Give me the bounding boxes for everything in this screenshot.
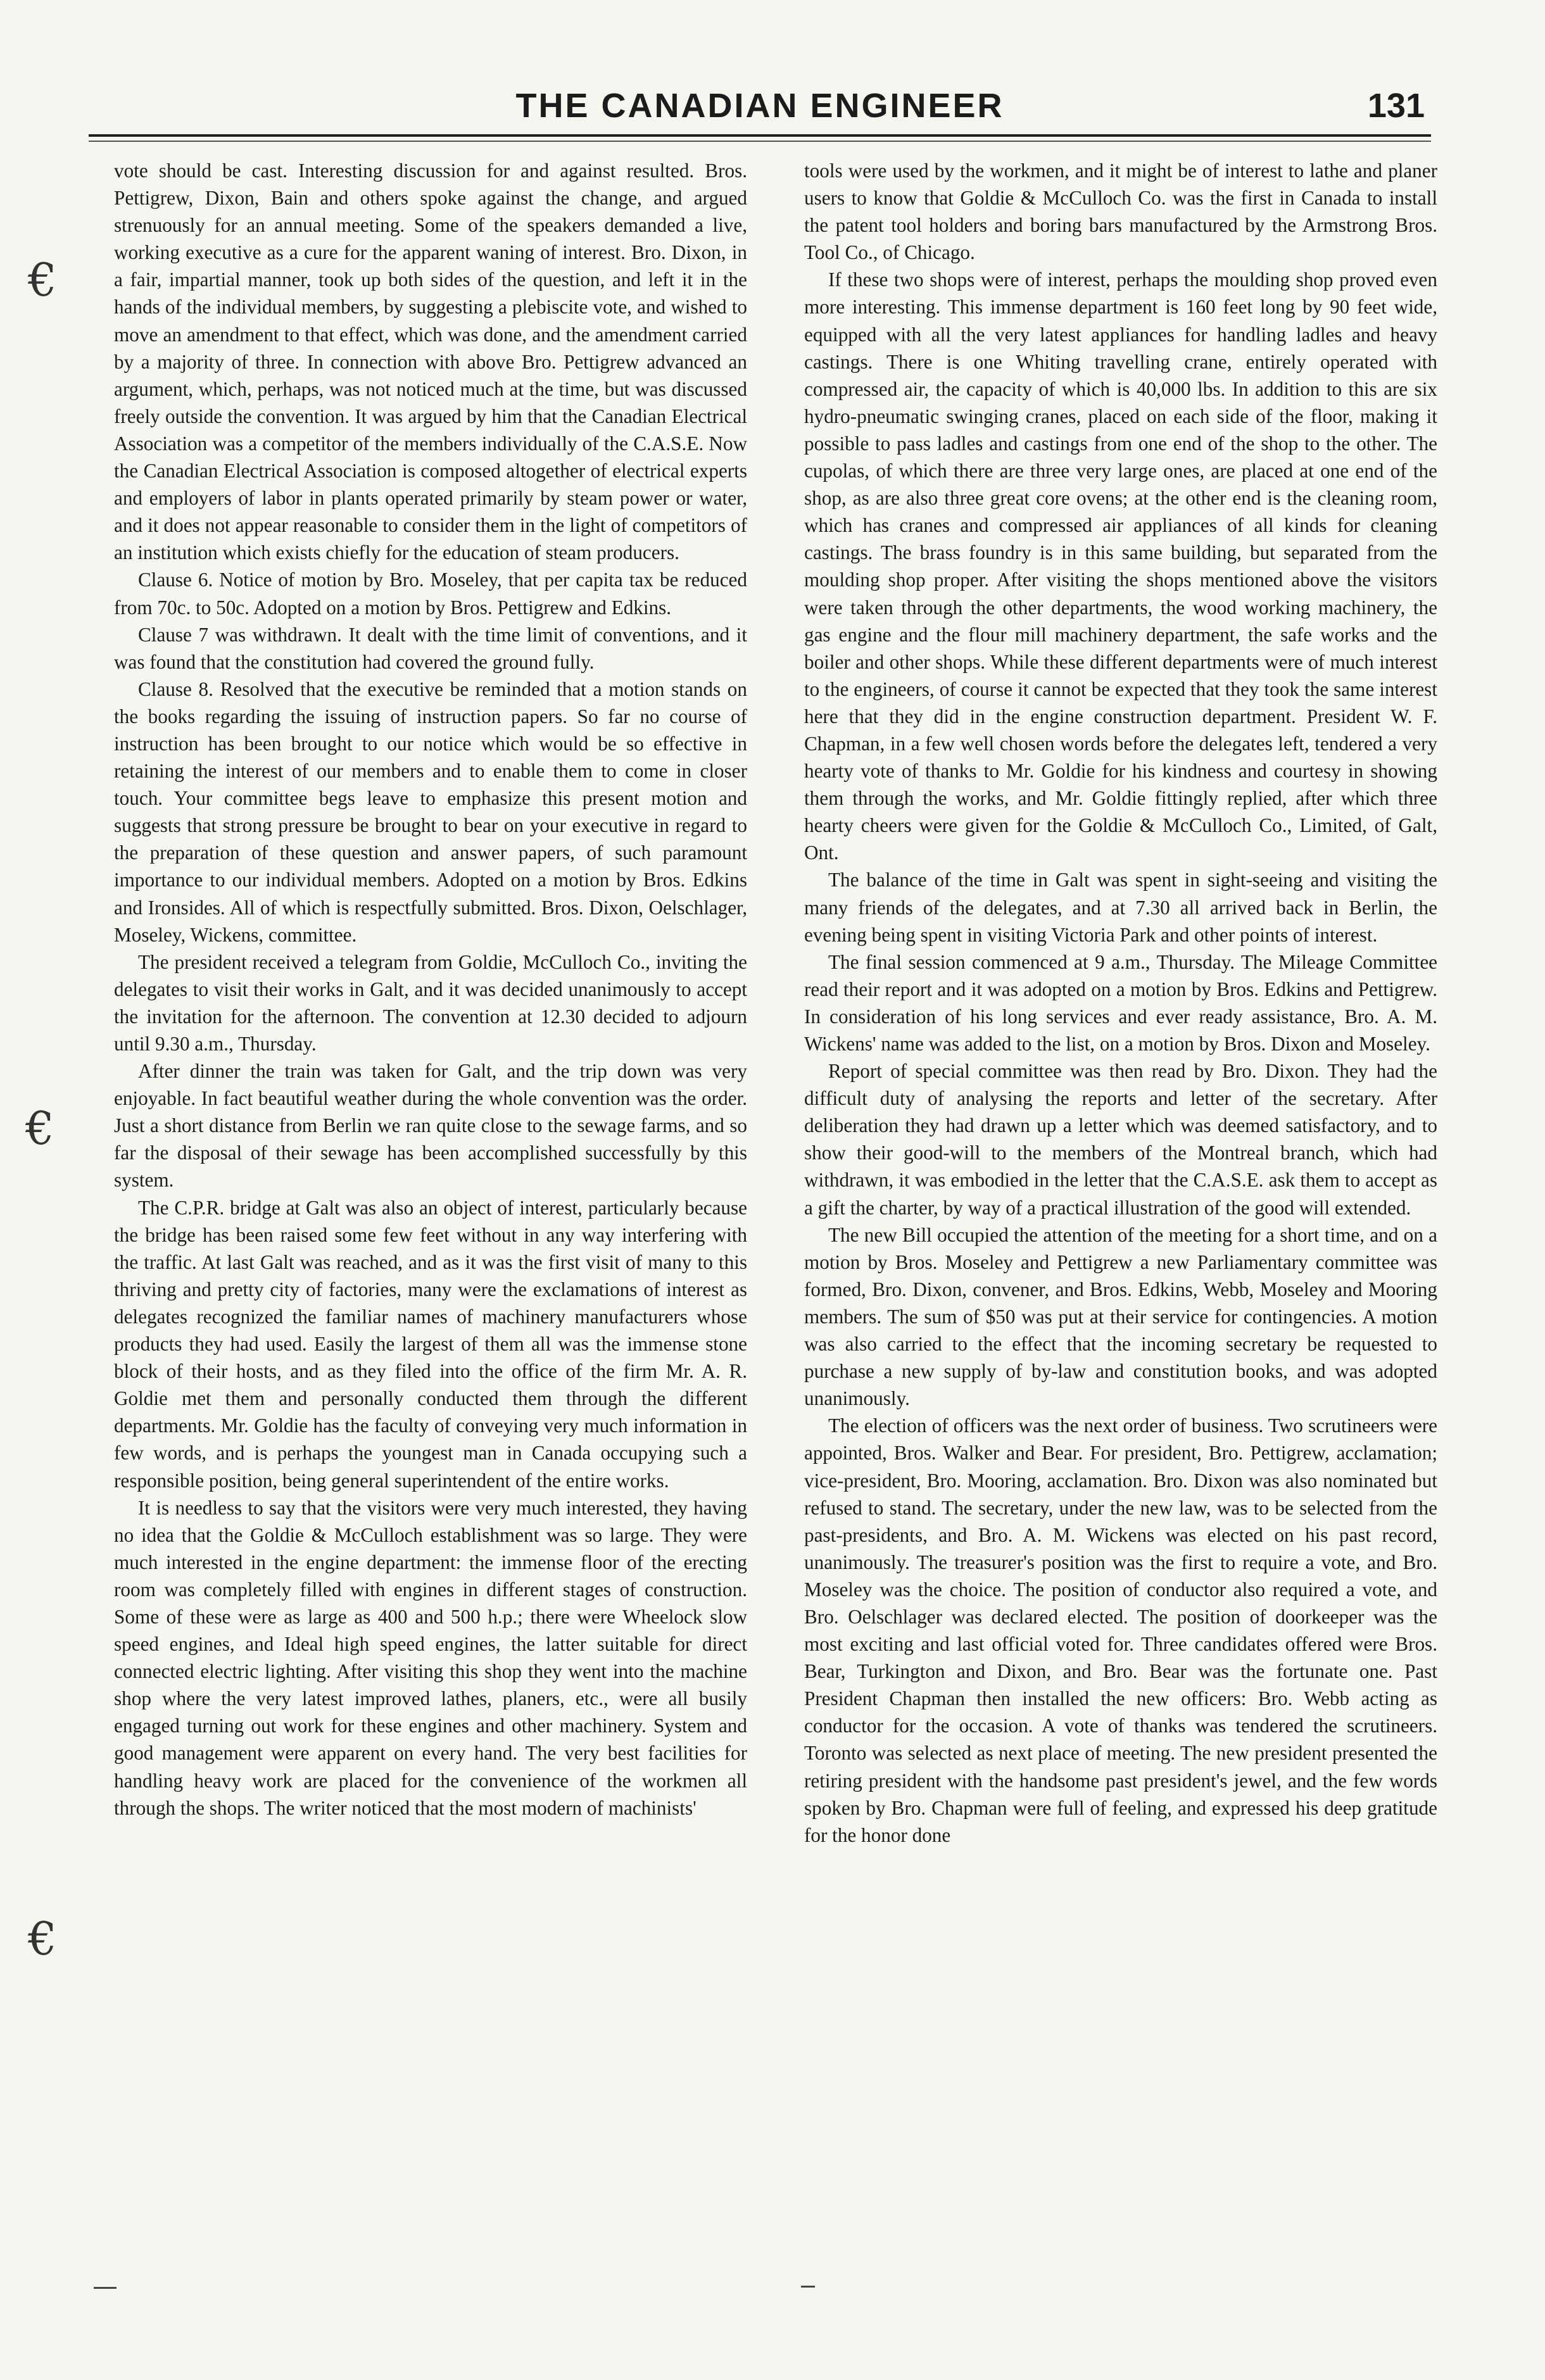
- paragraph: If these two shops were of interest, perhaps the moulding shop proved even more interesting. This immense department is 160 feet long by 90 feet wide, equipped with all the very latest appliances for handling ladles and heavy castings. There is one Whiting travelling crane, entirely operated with compressed air, the capacity of which is 40,000 lbs. In addition to this are six hydro-pneumatic swinging cranes, placed on each side of the floor, making it possible to pass ladles and castings from one end of the shop to the other. The cupolas, of which there are three very large ones, are placed at one end of the shop, as are also three great core ovens; at the other end is the cleaning room, which has cranes and compressed air appliances of all kinds for cleaning castings. The brass foundry is in this same building, but separated from the moulding shop proper. After visiting the shops mentioned above the visitors were taken through the other departments, the wood working machinery, the gas engine and the flour mill machinery department, the safe works and the boiler and other shops. While these different departments were of much interest to the engineers, of course it cannot be expected that they took the same interest here that they did in the engine construction department. President W. F. Chapman, in a few well chosen words before the delegates left, tendered a very hearty vote of thanks to Mr. Goldie for his kindness and courtesy in showing them through the works, and Mr. Goldie fittingly replied, after which three hearty cheers were given for the Goldie & McCulloch Co., Limited, of Galt, Ont.: [804, 268, 1437, 864]
- binding-mark: €: [28, 253, 57, 306]
- paragraph: Clause 8. Resolved that the executive be reminded that a motion stands on the books regarding the issuing of instruction papers. So far no course of instruction has been brought to our notice which would be so effective in retaining the interest of our members and to enable them to come in closer touch. Your committee begs leave to emphasize this present motion and suggests that strong pressure be brought to bear on your executive in regard to the preparation of these question and answer papers, of such paramount importance to our individual members. Adopted on a motion by Bros. Edkins and Ironsides. All of which is respectfully submitted. Bros. Dixon, Oelschlager, Moseley, Wickens, committee.: [114, 677, 747, 946]
- paragraph: vote should be cast. Interesting discussion for and against resulted. Bros. Pettigrew, Dixon, Bain and others spoke against the change, and argued strenuously for an annual meeting. Some of the speakers demanded a live, working executive as a cure for the apparent waning of interest. Bro. Dixon, in a fair, impartial manner, took up both sides of the question, and left it in the hands of the individual members, by suggesting a plebiscite vote, and wished to move an amendment to that effect, which was done, and the amendment carried by a majority of three. In connection with above Bro. Pettigrew advanced an argument, which, perhaps, was not noticed much at the time, but was discussed freely outside the convention. It was argued by him that the Canadian Electrical Association was a competitor of the members individually of the C.A.S.E. Now the Canadian Electrical Association is composed altogether of electrical experts and employers of labor in plants operated primarily by steam power or water, and it does not appear reasonable to consider them in the light of competitors of an institution which exists chiefly for the education of steam producers.: [114, 160, 747, 564]
- paragraph: After dinner the train was taken for Galt, and the trip down was very enjoyable. In fact beautiful weather during the whole convention was the order. Just a short distance from Berlin we ran quite close to the sewage farms, and so far the disposal of their sewage has been accomplished successfully by this system.: [114, 1060, 747, 1192]
- paragraph: The C.P.R. bridge at Galt was also an object of interest, particularly because the bridge has been raised some few feet without in any way interfering with the traffic. At last Galt was reached, and as it was the first visit of many to this thriving and pretty city of factories, many were the exclamations of interest as delegates recognized the familiar names of machinery manufacturers whose products they had used. Easily the largest of them all was the immense stone block of their hosts, and as they filed into the office of the firm Mr. A. R. Goldie met them and personally conducted them through the different departments. Mr. Goldie has the faculty of conveying very much information in few words, and is perhaps the youngest man in Canada occupying such a responsible position, being general superintendent of the entire works.: [114, 1196, 747, 1492]
- binding-mark: €: [25, 1102, 54, 1155]
- binding-mark: €: [28, 1912, 57, 1965]
- paragraph: Clause 7 was withdrawn. It dealt with the time limit of conventions, and it was found that the constitution had covered the ground fully.: [114, 623, 747, 673]
- footer-mark: [94, 2287, 117, 2289]
- paragraph: tools were used by the workmen, and it might be of interest to lathe and planer users to know that Goldie & McCulloch Co. was the first in Canada to install the patent tool holders and boring bars manufactured by the Armstrong Bros. Tool Co., of Chicago.: [804, 160, 1437, 264]
- paragraph: It is needless to say that the visitors were very much interested, they having no idea that the Goldie & McCulloch establishment was so large. They were much interested in the engine department: the immense floor of the erecting room was completely filled with engines in different stages of construction. Some of these were as large as 400 and 500 h.p.; there were Wheelock slow speed engines, and Ideal high speed engines, the latter suitable for direct connected electric lighting. After visiting this shop they went into the machine shop where the very latest improved lathes, planers, etc., were all busily engaged turning out work for these engines and other machinery. System and good management were apparent on every hand. The very best facilities for handling heavy work are placed for the convenience of the workmen all through the shops. The writer noticed that the most modern of machinists': [114, 1496, 747, 1819]
- right-column: [804, 157, 1437, 2335]
- header-rule: [89, 134, 1431, 137]
- paragraph: The balance of the time in Galt was spent in sight-seeing and visiting the many friends of the delegates, and at 7.30 all arrived back in Berlin, the evening being spent in visiting Victoria Park and other points of interest.: [804, 869, 1437, 946]
- footer-mark: [801, 2286, 815, 2288]
- paragraph: The election of officers was the next order of business. Two scrutineers were appointed, Bros. Walker and Bear. For president, Bro. Pettigrew, acclamation; vice-president, Bro. Mooring, acclamation. Bro. Dixon was also nominated but refused to stand. The secretary, under the new law, was to be selected from the past-presidents, and Bro. A. M. Wickens was elected on his past record, unanimously. The treasurer's position was the first to require a vote, and Bro. Moseley was the choice. The position of conductor also required a vote, and Bro. Oelschlager was declared elected. The position of doorkeeper was the most exciting and last official voted for. Three candidates offered were Bros. Bear, Turkington and Dixon, and Bro. Bear was the fortunate one. Past President Chapman then installed the new officers: Bro. Webb acting as conductor for the occasion. A vote of thanks was tendered the scrutineers. Toronto was selected as next place of meeting. The new president presented the retiring president with the handsome past president's jewel, and the few words spoken by Bro. Chapman were full of feeling, and expressed his deep gratitude for the honor done: [804, 1414, 1437, 1846]
- paragraph: Report of special committee was then read by Bro. Dixon. They had the difficult duty of analysing the reports and letter of the secretary. After deliberation they had drawn up a letter which was deemed satisfactory, and to show their good-will to the members of the Montreal branch, which had withdrawn, it was embodied in the letter that the C.A.S.E. ask them to accept as a gift the charter, by way of a practical illustration of the good will extended.: [804, 1060, 1437, 1219]
- paragraph: Clause 6. Notice of motion by Bro. Moseley, that per capita tax be reduced from 70c. to 50c. Adopted on a motion by Bros. Pettigrew and Edkins.: [114, 569, 747, 619]
- left-column: [114, 157, 747, 2335]
- header-rule-thin: [89, 141, 1431, 142]
- paragraph: The new Bill occupied the attention of the meeting for a short time, and on a motion by Bros. Moseley and Pettigrew a new Parliamentary committee was formed, Bro. Dixon, convener, and Bros. Edkins, Webb, Moseley and Mooring members. The sum of $50 was put at their service for contingencies. A motion was also carried to the effect that the incoming secretary be requested to purchase a new supply of by-law and constitution books, and was adopted unanimously.: [804, 1223, 1437, 1410]
- page-header: [89, 75, 1431, 133]
- journal-title: THE CANADIAN ENGINEER: [515, 87, 1004, 125]
- paragraph: The final session commenced at 9 a.m., Thursday. The Mileage Committee read their report and it was adopted on a motion by Bros. Edkins and Pettigrew. In consideration of his long services and ever ready assistance, Bro. A. M. Wickens' name was added to the list, on a motion by Bros. Dixon and Moseley.: [804, 950, 1437, 1055]
- page-number: 131: [1367, 87, 1425, 125]
- paragraph: The president received a telegram from Goldie, McCulloch Co., inviting the delegates to visit their works in Galt, and it was decided unanimously to accept the invitation for the afternoon. The convention at 12.30 decided to adjourn until 9.30 a.m., Thursday.: [114, 950, 747, 1055]
